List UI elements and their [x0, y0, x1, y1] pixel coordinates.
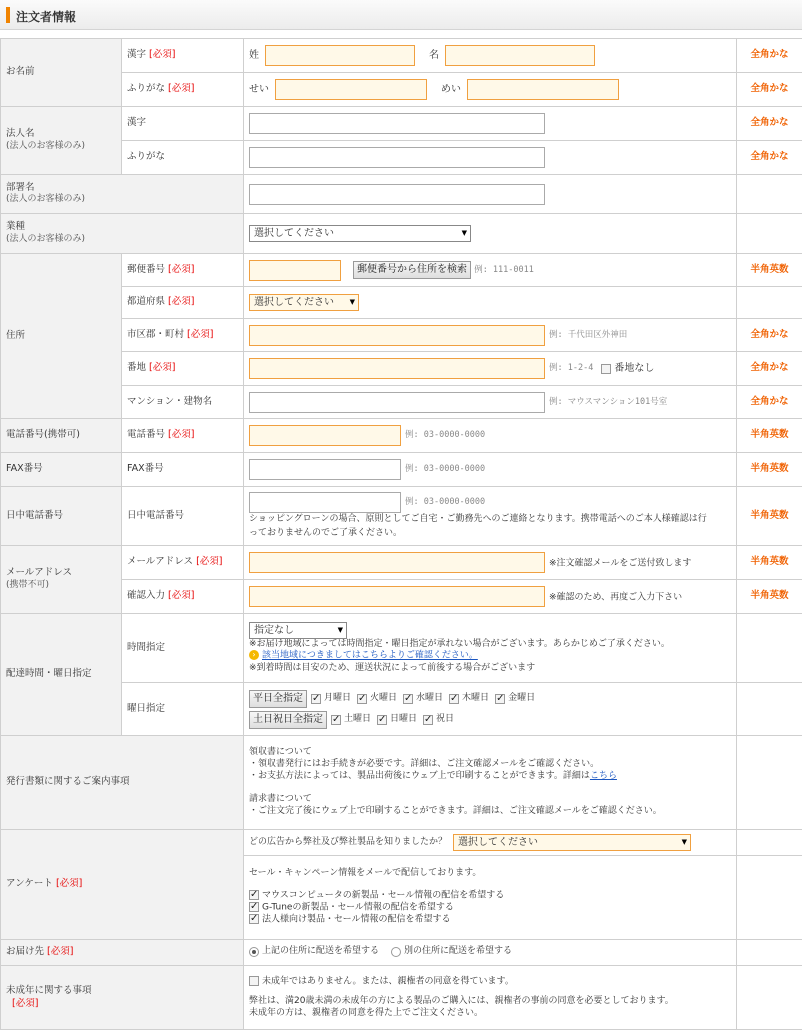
no-banchi-label: 番地なし: [614, 363, 654, 374]
row-label-name: お名前: [1, 39, 122, 107]
weekday-3-checkbox[interactable]: [449, 694, 459, 704]
sei-input[interactable]: [265, 45, 415, 66]
pref-select[interactable]: 選択してください ▼: [249, 294, 359, 311]
industry-cell: [244, 214, 737, 254]
phone-label: 電話番号 [必須]: [122, 419, 244, 453]
zip-label: 郵便番号 [必須]: [122, 254, 244, 287]
row-label-dayphone: 日中電話番号: [1, 487, 122, 546]
sei-kana-label: せい: [249, 84, 269, 95]
holiday-0-checkbox[interactable]: [331, 715, 341, 725]
banchi-cell: [244, 352, 737, 386]
survey-option-1: ✓マウスコンピュータの新製品・セール情報の配信を希望する: [249, 890, 731, 902]
weekday-0-option: [311, 694, 357, 705]
fax-label: FAX番号: [122, 453, 244, 487]
pref-note: [737, 287, 802, 319]
ship-note: [737, 940, 802, 966]
survey-option-3-checkbox[interactable]: [249, 914, 259, 924]
time-note: [737, 614, 802, 683]
zip-input[interactable]: [249, 260, 341, 281]
holiday-1-option: [377, 715, 423, 726]
holiday-2-checkbox[interactable]: [423, 715, 433, 725]
survey-option-3: ✓法人様向け製品・セール情報の配信を希望する: [249, 914, 731, 926]
ship-other-label: 別の住所に配送を希望する: [404, 946, 512, 956]
corp-kanji-note: 全角かな: [737, 107, 802, 141]
day-cell: [244, 683, 737, 736]
survey-note: [737, 830, 802, 856]
email-confirm-input[interactable]: [249, 586, 545, 607]
sei-kana-input[interactable]: [275, 79, 427, 100]
email-label: メールアドレス [必須]: [122, 546, 244, 580]
weekday-2-option: [403, 694, 449, 705]
ship-same-label: 上記の住所に配送を希望する: [262, 946, 379, 956]
dept-cell: [244, 175, 737, 214]
city-input[interactable]: [249, 325, 545, 346]
time-cell: [244, 614, 737, 683]
holiday-2-label: 祝日: [436, 714, 454, 724]
email-help: ※注文確認メールをご送付致します: [549, 559, 691, 569]
survey-option-1-checkbox[interactable]: [249, 890, 259, 900]
no-banchi-checkbox[interactable]: [601, 364, 611, 374]
holiday-0-option: [331, 715, 377, 726]
banchi-label: 番地 [必須]: [122, 352, 244, 386]
time-note-2: ※到着時間は目安のため、運送状況によって前後する場合がございます: [249, 663, 731, 675]
dayphone-cell: [244, 487, 737, 546]
phone-input[interactable]: [249, 425, 401, 446]
corp-kanji-cell: [244, 107, 737, 141]
row-label-ship: お届け先 [必須]: [1, 940, 244, 966]
bldg-label: マンション・建物名: [122, 386, 244, 419]
email-confirm-note: 半角英数: [737, 580, 802, 614]
receipt-link[interactable]: こちら: [590, 771, 617, 781]
row-label-docs: 発行書類に関するご案内事項: [1, 736, 244, 830]
survey-option-2-checkbox[interactable]: [249, 902, 259, 912]
area-check-link[interactable]: 該当地域につきましてはこちらよりご確認ください。: [262, 651, 478, 661]
phone-cell: [244, 419, 737, 453]
sei-label: 姓: [249, 50, 259, 61]
zip-example: 例: 111-0011: [474, 264, 534, 274]
section-header: [0, 0, 802, 30]
fax-note: 半角英数: [737, 453, 802, 487]
row-label-email: メールアドレス (携帯不可): [1, 546, 122, 614]
weekday-4-option: [495, 694, 541, 705]
corp-kana-label: ふりがな: [122, 141, 244, 175]
row-label-delivery: 配達時間・曜日指定: [1, 614, 122, 736]
email-cell: [244, 546, 737, 580]
mei-label: 名: [429, 50, 439, 61]
row-label-industry: 業種 (法人のお客様のみ): [1, 214, 244, 254]
survey-intro: セール・キャンペーン情報をメールで配信しております。: [249, 868, 731, 880]
weekday-2-checkbox[interactable]: [403, 694, 413, 704]
email-confirm-help: ※確認のため、再度ご入力下さい: [549, 593, 682, 603]
weekday-3-label: 木曜日: [462, 693, 489, 703]
holiday-0-label: 土曜日: [344, 714, 371, 724]
dayphone-note: 半角英数: [737, 487, 802, 546]
city-example: 例: 千代田区外神田: [549, 329, 627, 339]
dayphone-desc: ショッピングローンの場合、原則としてご自宅・ご勤務先へのご連絡となります。携帯電話へのご本人様確認は行 っておりませんのでご了承ください。: [249, 513, 731, 539]
fax-input[interactable]: [249, 459, 401, 480]
receipt-line-1: ・領収書発行にはお手続きが必要です。詳細は、ご注文確認メールをご確認ください。: [249, 759, 731, 771]
minor-note: [737, 966, 802, 1030]
minor-check-row: 未成年ではありません。または、親権者の同意を得ています。: [249, 976, 731, 988]
weekday-1-option: [357, 694, 403, 705]
day-note: [737, 683, 802, 736]
weekday-4-label: 金曜日: [508, 693, 535, 703]
ship-same-radio[interactable]: [249, 947, 259, 957]
email-note: 半角英数: [737, 546, 802, 580]
receipt-line-2: ・お支払方法によっては、製品出荷後にウェブ上で印刷することができます。詳細はこちら: [249, 771, 731, 783]
mei-kana-label: めい: [441, 84, 461, 95]
zip-note: 半角英数: [737, 254, 802, 287]
zip-cell: [244, 254, 737, 287]
bldg-note: 全角かな: [737, 386, 802, 419]
pref-cell: [244, 287, 737, 319]
email-input[interactable]: [249, 552, 545, 573]
bldg-example: 例: マウスマンション101号室: [549, 396, 667, 406]
holiday-2-option: [423, 715, 460, 726]
bldg-input[interactable]: [249, 392, 545, 413]
row-label-fax: FAX番号: [1, 453, 122, 487]
phone-example: 例: 03-0000-0000: [405, 430, 485, 440]
survey-question: どの広告から弊社及び弊社製品を知りましたか？: [249, 837, 447, 847]
email-confirm-label: 確認入力 [必須]: [122, 580, 244, 614]
time-select[interactable]: 指定なし ▼: [249, 622, 347, 639]
row-label-phone: 電話番号(携帯可): [1, 419, 122, 453]
invoice-title: 請求書について: [249, 794, 731, 806]
holiday-1-label: 日曜日: [390, 714, 417, 724]
banchi-input[interactable]: [249, 358, 545, 379]
survey-option-2: ✓G-Tuneの新製品・セール情報の配信を希望する: [249, 902, 731, 914]
holiday-all-button[interactable]: 土日祝日全指定: [249, 711, 327, 729]
name-kana-cell: [244, 73, 737, 107]
name-kana-label: ふりがな [必須]: [122, 73, 244, 107]
banchi-example: 例: 1-2-4: [549, 363, 593, 373]
name-kanji-cell: [244, 39, 737, 73]
mei-input[interactable]: [445, 45, 595, 66]
city-label: 市区郡・町村 [必須]: [122, 319, 244, 352]
arrow-circle-icon: ›: [249, 650, 259, 660]
email-confirm-cell: [244, 580, 737, 614]
corp-kanji-input[interactable]: [249, 113, 545, 134]
city-cell: [244, 319, 737, 352]
row-label-corp: 法人名 (法人のお客様のみ): [1, 107, 122, 175]
dayphone-example: 例: 03-0000-0000: [405, 497, 485, 507]
dayphone-input[interactable]: [249, 492, 401, 513]
survey-options-note: [737, 856, 802, 940]
weekday-0-checkbox[interactable]: [311, 694, 321, 704]
city-note: 全角かな: [737, 319, 802, 352]
weekday-3-option: [449, 694, 495, 705]
row-label-minor: 未成年に関する事項 [必須]: [1, 966, 244, 1030]
fax-cell: [244, 453, 737, 487]
docs-cell: [244, 736, 737, 830]
docs-note: [737, 736, 802, 830]
corp-kana-input[interactable]: [249, 147, 545, 168]
industry-note: [737, 214, 802, 254]
weekday-0-label: 月曜日: [324, 693, 351, 703]
minor-cell: [244, 966, 737, 1030]
survey-select[interactable]: 選択してください ▼: [453, 834, 691, 851]
minor-desc-2: 未成年の方は、親権者の同意を得た上でご注文ください。: [249, 1008, 731, 1020]
survey-options-cell: [244, 856, 737, 940]
weekday-2-label: 水曜日: [416, 693, 443, 703]
name-kanji-label: 漢字 [必須]: [122, 39, 244, 73]
fax-example: 例: 03-0000-0000: [405, 464, 485, 474]
pref-label: 都道府県 [必須]: [122, 287, 244, 319]
time-note-1: ※お届け地域によっては時間指定・曜日指定が承れない場合がございます。あらかじめご了承ください。: [249, 639, 731, 651]
minor-consent-checkbox[interactable]: [249, 976, 259, 986]
ship-cell: [244, 940, 737, 966]
bldg-cell: [244, 386, 737, 419]
weekday-1-checkbox[interactable]: [357, 694, 367, 704]
order-form-table: [0, 38, 802, 1030]
header-accent-bar: [6, 7, 10, 23]
invoice-line-1: ・ご注文完了後にウェブ上で印刷することができます。詳細は、ご注文確認メールをご確認ください。: [249, 806, 731, 818]
time-label: 時間指定: [122, 614, 244, 683]
zip-search-button[interactable]: 郵便番号から住所を検索: [353, 261, 471, 279]
mei-kana-input[interactable]: [467, 79, 619, 100]
weekday-1-label: 火曜日: [370, 693, 397, 703]
weekday-all-button[interactable]: 平日全指定: [249, 690, 307, 708]
corp-kanji-label: 漢字: [122, 107, 244, 141]
row-label-dept: 部署名 (法人のお客様のみ): [1, 175, 244, 214]
dayphone-label: 日中電話番号: [122, 487, 244, 546]
corp-kana-cell: [244, 141, 737, 175]
corp-kana-note: 全角かな: [737, 141, 802, 175]
ship-other-radio[interactable]: [391, 947, 401, 957]
weekday-4-checkbox[interactable]: [495, 694, 505, 704]
dept-input[interactable]: [249, 184, 545, 205]
day-label: 曜日指定: [122, 683, 244, 736]
survey-question-cell: [244, 830, 737, 856]
phone-note: 半角英数: [737, 419, 802, 453]
banchi-note: 全角かな: [737, 352, 802, 386]
receipt-title: 領収書について: [249, 747, 731, 759]
holiday-1-checkbox[interactable]: [377, 715, 387, 725]
row-label-survey: アンケート [必須]: [1, 830, 244, 940]
dept-note: [737, 175, 802, 214]
section-title: 注文者情報: [16, 8, 76, 25]
name-kana-note: 全角かな: [737, 73, 802, 107]
minor-desc-1: 弊社は、満20歳未満の未成年の方による製品のご購入には、親権者の事前の同意を必要としております。: [249, 996, 731, 1008]
industry-select[interactable]: 選択してください ▼: [249, 225, 471, 242]
name-kanji-note: 全角かな: [737, 39, 802, 73]
row-label-address: 住所: [1, 254, 122, 419]
